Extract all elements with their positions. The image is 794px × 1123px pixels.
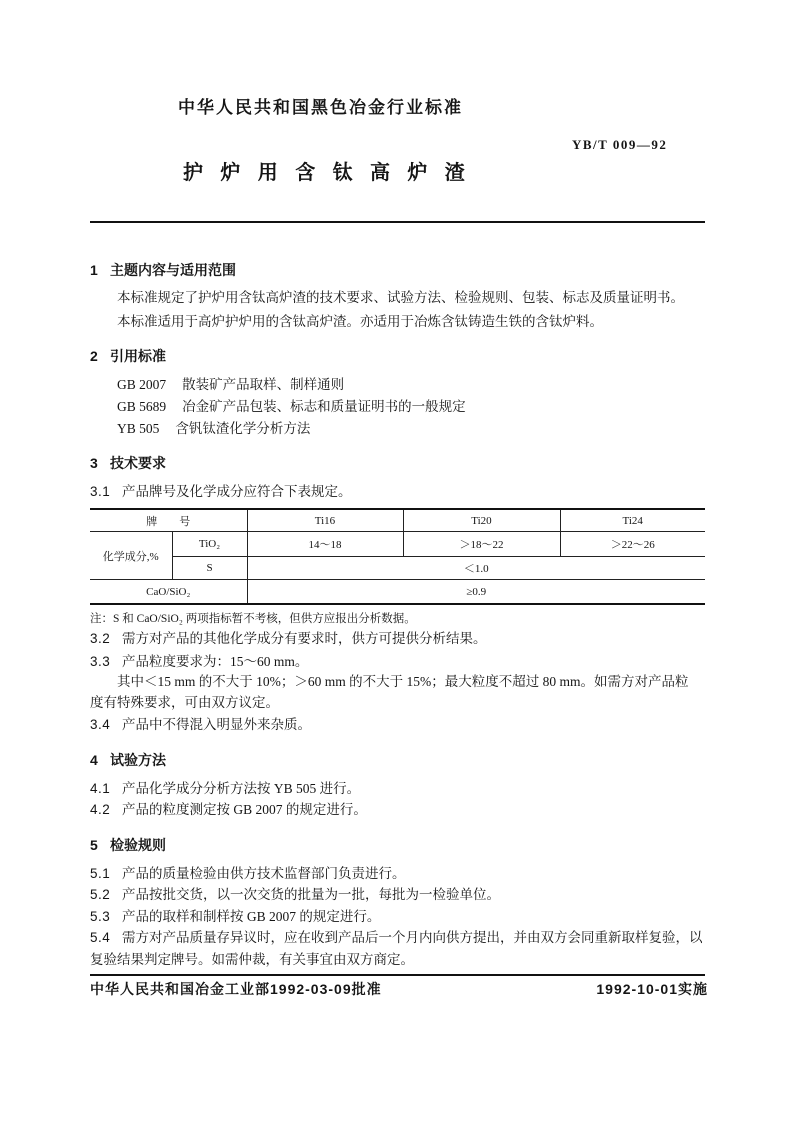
clause-3-4 — [90, 716, 311, 734]
clause-text: 需方对产品质量存异议时，应在收到产品后一个月内向供方提出，并由双方会同重新取样复验，以 — [122, 930, 703, 945]
grade-ti24-header: Ti24 — [560, 509, 705, 532]
clause-3-1 — [90, 483, 352, 501]
clause-number: 5.3 — [90, 909, 111, 924]
reference-item — [117, 376, 344, 394]
clause-text: 产品中不得混入明显外来杂质。 — [122, 717, 311, 732]
clause-text: 产品按批交货，以一次交货的批量为一批，每批为一检验单位。 — [122, 887, 500, 902]
clause-text: 产品粒度要求为：15～60 mm。 — [122, 654, 309, 669]
section-title: 检验规则 — [110, 837, 166, 853]
clause-text: 产品化学成分分析方法按 YB 505 进行。 — [122, 781, 361, 796]
section-1-heading — [90, 261, 236, 279]
section-number: 1 — [90, 262, 98, 278]
clause-text: 产品的质量检验由供方技术监督部门负责进行。 — [122, 866, 406, 881]
sulfur-label: S — [172, 557, 247, 580]
clause-5-2 — [90, 886, 500, 904]
clause-5-1 — [90, 865, 406, 883]
paragraph: 本标准适用于高炉护炉用的含钛高炉渣。亦适用于冶炼含钛铸造生铁的含钛炉料。 — [117, 314, 603, 329]
reference-title: 冶金矿产品包装、标志和质量证明书的一般规定 — [182, 399, 466, 414]
header-divider — [90, 221, 705, 223]
clause-4-1 — [90, 780, 360, 798]
section-title: 试验方法 — [110, 752, 166, 768]
section-2-heading — [90, 347, 166, 365]
clause-number: 5.4 — [90, 930, 111, 945]
clause-number: 3.4 — [90, 717, 111, 732]
issuing-body-title: 中华人民共和国黑色冶金行业标准 — [178, 98, 463, 117]
clause-text: 产品的粒度测定按 GB 2007 的规定进行。 — [122, 802, 367, 817]
tio2-ti16-cell: 14～18 — [247, 532, 403, 557]
grade-header-cell: 牌号 — [90, 509, 247, 532]
reference-item — [117, 420, 310, 438]
chemical-composition-label: 化学成分,% — [90, 532, 172, 580]
paragraph: 本标准规定了护炉用含钛高炉渣的技术要求、试验方法、检验规则、包装、标志及质量证明书。 — [117, 290, 684, 305]
clause-number: 4.1 — [90, 781, 111, 796]
clause-text: 产品的取样和制样按 GB 2007 的规定进行。 — [122, 909, 381, 924]
section-5-heading — [90, 836, 166, 854]
composition-table — [90, 508, 705, 605]
clause-number: 3.3 — [90, 654, 111, 669]
section-3-heading — [90, 454, 166, 472]
section-title: 引用标准 — [110, 348, 166, 364]
reference-code: YB 505 — [117, 421, 160, 436]
document-title: 护炉用含钛高炉渣 — [183, 162, 483, 184]
clause-continuation: 其中＜15 mm 的不大于 10%；＞60 mm 的不大于 15%；最大粒度不超过 80 mm。如需方对产品粒 — [117, 674, 689, 689]
table-row — [90, 557, 705, 580]
sulfur-value-cell: ＜1.0 — [247, 557, 705, 580]
reference-code: GB 2007 — [117, 377, 167, 392]
clause-5-3 — [90, 908, 380, 926]
reference-code: GB 5689 — [117, 399, 167, 414]
table-row — [90, 532, 705, 557]
section-number: 5 — [90, 837, 98, 853]
basicity-label: CaO/SiO₂ — [90, 580, 247, 605]
grade-ti16-header: Ti16 — [247, 509, 403, 532]
section-number: 3 — [90, 455, 98, 471]
table-row — [90, 580, 705, 605]
tio2-ti20-cell: ＞18～22 — [403, 532, 560, 557]
tio2-ti24-cell: ＞22～26 — [560, 532, 705, 557]
standard-code: YB/T 009—92 — [572, 137, 668, 152]
clause-continuation: 度有特殊要求，可由双方议定。 — [90, 695, 279, 710]
approval-statement: 中华人民共和国冶金工业部1992-03-09批准 — [90, 981, 382, 997]
table-header-row — [90, 509, 705, 532]
clause-4-2 — [90, 801, 367, 819]
reference-title: 含钒钛渣化学分析方法 — [175, 421, 311, 436]
section-title: 主题内容与适用范围 — [110, 262, 236, 278]
clause-5-4 — [90, 929, 703, 947]
clause-number: 3.2 — [90, 631, 111, 646]
footer-divider — [90, 974, 705, 976]
clause-number: 5.1 — [90, 866, 111, 881]
section-title: 技术要求 — [110, 455, 166, 471]
reference-item — [117, 398, 466, 416]
section-number: 2 — [90, 348, 98, 364]
section-number: 4 — [90, 752, 98, 768]
clause-3-3 — [90, 653, 308, 671]
clause-3-2 — [90, 630, 487, 648]
basicity-value-cell: ≥0.9 — [247, 580, 705, 605]
reference-title: 散装矿产品取样、制样通则 — [182, 377, 345, 392]
grade-ti20-header: Ti20 — [403, 509, 560, 532]
clause-number: 4.2 — [90, 802, 111, 817]
section-4-heading — [90, 751, 166, 769]
clause-continuation: 复验结果判定牌号。如需仲裁，有关事宜由双方商定。 — [90, 952, 414, 967]
clause-number: 5.2 — [90, 887, 111, 902]
clause-number: 3.1 — [90, 484, 111, 499]
effective-date: 1992-10-01实施 — [596, 981, 708, 997]
clause-text: 需方对产品的其他化学成分有要求时，供方可提供分析结果。 — [122, 631, 487, 646]
clause-text: 产品牌号及化学成分应符合下表规定。 — [122, 484, 352, 499]
table-note: 注：S 和 CaO/SiO₂ 两项指标暂不考核，但供方应报出分析数据。 — [90, 613, 416, 625]
tio2-label: TiO₂ — [172, 532, 247, 557]
